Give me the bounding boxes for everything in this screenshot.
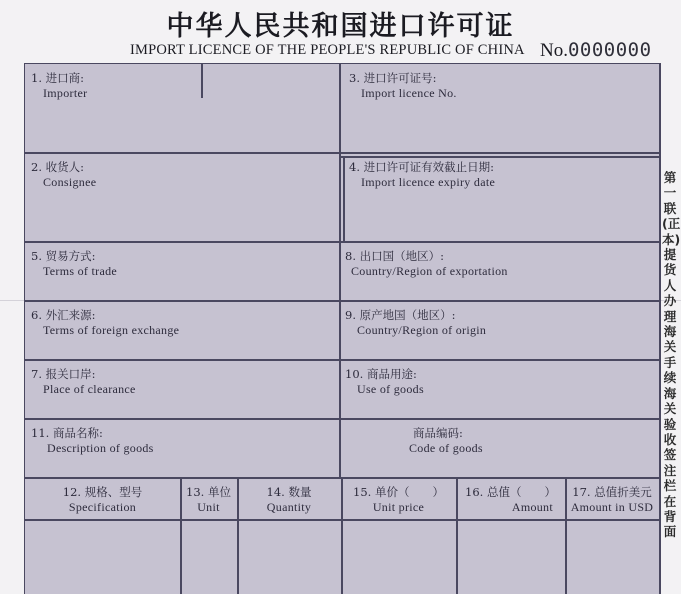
serial-label: No. bbox=[540, 40, 568, 61]
row-divider bbox=[25, 241, 661, 243]
col-header-cn: 15. 单价（ ） bbox=[353, 485, 444, 499]
row-divider bbox=[25, 152, 661, 154]
col-header-en: Amount in USD bbox=[570, 500, 654, 514]
field-consignee bbox=[31, 160, 96, 190]
importer-tick bbox=[201, 64, 203, 98]
field-label-cn: 5. 贸易方式: bbox=[31, 249, 96, 263]
field-country-origin bbox=[345, 308, 486, 338]
col-header-en: Unit price bbox=[372, 500, 425, 514]
col-header-amount-usd bbox=[565, 485, 659, 515]
box-inner-top bbox=[341, 156, 659, 158]
serial-number bbox=[540, 39, 652, 62]
field-licence-no bbox=[349, 71, 457, 101]
col-header-amount bbox=[456, 485, 565, 515]
field-label-en: Terms of trade bbox=[43, 264, 117, 278]
middle-divider bbox=[339, 64, 341, 418]
form-title-en: IMPORT LICENCE OF THE PEOPLE'S REPUBLIC OF CHINA bbox=[130, 42, 525, 58]
field-label-cn: 2. 收货人: bbox=[31, 160, 85, 174]
row-divider bbox=[25, 418, 661, 420]
field-terms-of-trade bbox=[31, 249, 117, 279]
field-label-en: Country/Region of origin bbox=[357, 323, 487, 337]
field-label-cn: 商品编码: bbox=[413, 426, 463, 440]
field-importer bbox=[31, 71, 87, 101]
col-header-cn: 17. 总值折美元 bbox=[572, 485, 652, 499]
col-header-en: Specification bbox=[68, 500, 137, 514]
field-description bbox=[31, 426, 154, 456]
field-label-cn: 11. 商品名称: bbox=[31, 426, 103, 440]
field-label-cn: 7. 报关口岸: bbox=[31, 367, 96, 381]
field-label-en: Terms of foreign exchange bbox=[43, 323, 180, 337]
row-divider bbox=[25, 359, 661, 361]
col-header-unit-price bbox=[341, 485, 456, 515]
field-label-en: Import licence No. bbox=[361, 86, 457, 100]
field-label-cn: 3. 进口许可证号: bbox=[349, 71, 437, 85]
field-expiry-date bbox=[349, 160, 495, 190]
field-foreign-exchange bbox=[31, 308, 179, 338]
form-title-cn: 中华人民共和国进口许可证 bbox=[166, 11, 515, 42]
field-label-en: Use of goods bbox=[357, 382, 424, 396]
box-inner-left bbox=[343, 156, 345, 241]
col-header-en: Quantity bbox=[266, 500, 312, 514]
field-label-cn: 4. 进口许可证有效截止日期: bbox=[349, 160, 495, 174]
field-country-export bbox=[345, 249, 508, 279]
field-code bbox=[409, 426, 483, 456]
field-use-of-goods bbox=[345, 367, 424, 397]
field-label-en: Country/Region of exportation bbox=[351, 264, 508, 278]
col-header-en: Amount bbox=[511, 500, 553, 514]
field-label-en: Importer bbox=[43, 86, 88, 100]
field-label-en: Place of clearance bbox=[43, 382, 136, 396]
form-right-border bbox=[659, 64, 661, 594]
field-label-cn: 10. 商品用途: bbox=[345, 367, 417, 381]
col-header-unit bbox=[180, 485, 237, 515]
field-label-cn: 1. 进口商: bbox=[31, 71, 85, 85]
licence-form bbox=[24, 63, 661, 594]
field-label-en: Consignee bbox=[43, 175, 97, 189]
col-header-cn: 16. 总值（ ） bbox=[465, 485, 556, 499]
field-label-en: Code of goods bbox=[409, 441, 483, 455]
col-header-specification bbox=[25, 485, 180, 515]
col-header-cn: 13. 单位 bbox=[186, 485, 231, 499]
col-header-cn: 12. 规格、型号 bbox=[62, 485, 143, 499]
row-divider bbox=[25, 300, 661, 302]
col-header-cn: 14. 数量 bbox=[266, 485, 312, 499]
middle-divider-lower bbox=[339, 418, 341, 477]
field-place-clearance bbox=[31, 367, 136, 397]
side-note-vertical: 第一联(正本)提货人办理海关手续海关验收签注栏在背面 bbox=[662, 170, 681, 540]
field-label-en: Description of goods bbox=[47, 441, 154, 455]
field-label-cn: 9. 原产地国（地区）: bbox=[345, 308, 456, 322]
field-label-cn: 6. 外汇来源: bbox=[31, 308, 96, 322]
field-label-en: Import licence expiry date bbox=[361, 175, 496, 189]
col-header-quantity bbox=[237, 485, 341, 515]
serial-value: 0000000 bbox=[567, 39, 652, 61]
col-header-en: Unit bbox=[197, 500, 220, 514]
field-label-cn: 8. 出口国（地区）: bbox=[345, 249, 445, 263]
